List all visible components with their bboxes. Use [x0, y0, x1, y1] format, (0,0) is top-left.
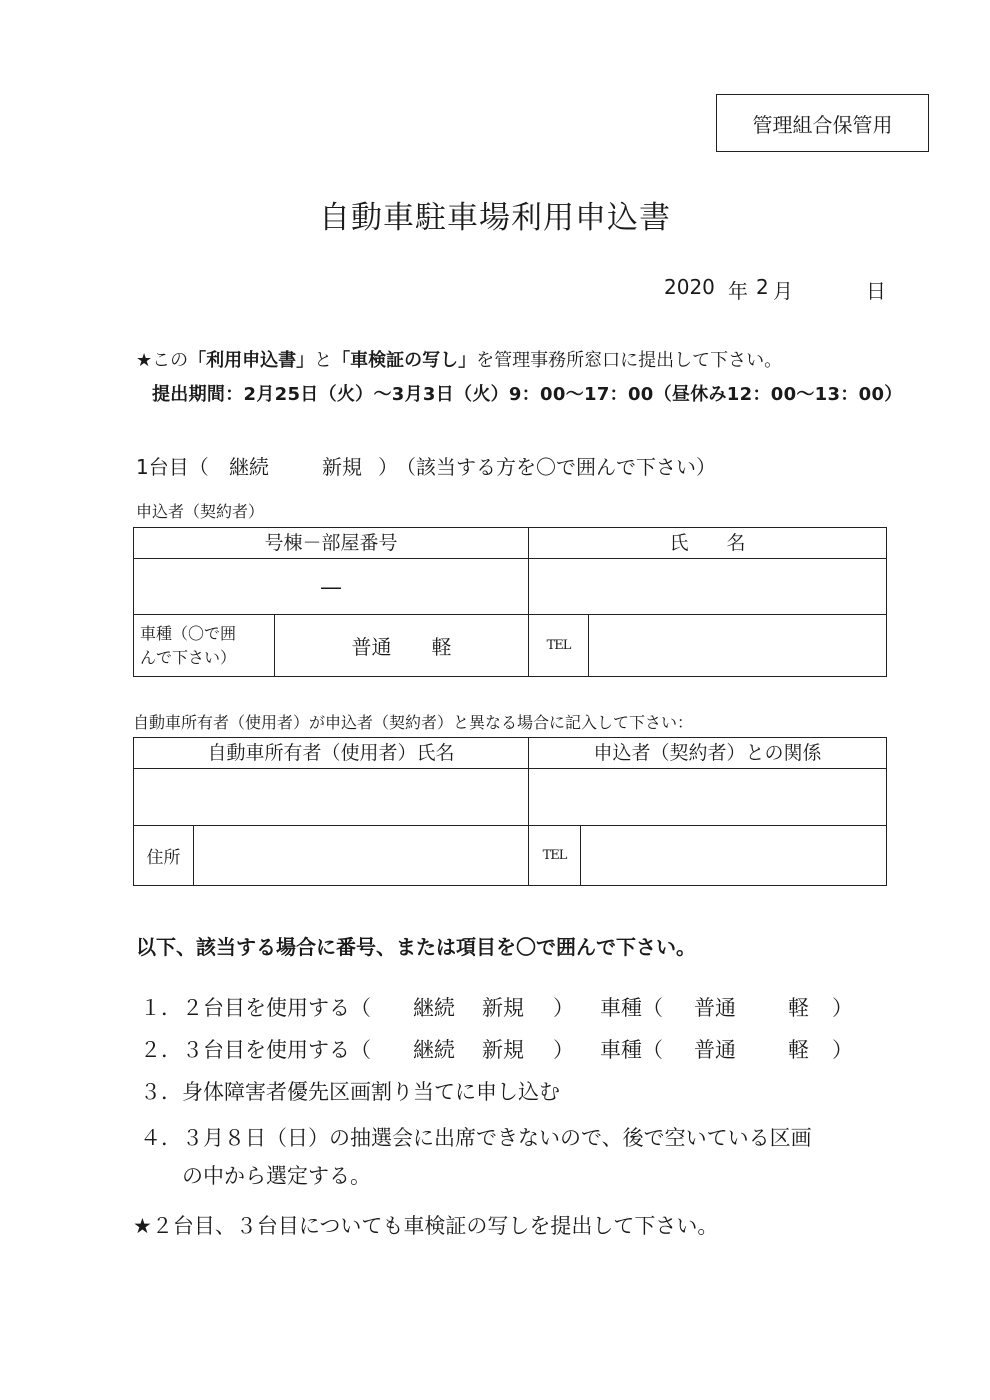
storage-stamp-box [716, 94, 929, 152]
item-2-option-new[interactable]: 新規 [482, 1038, 524, 1062]
item-2-type-label: 車種（ [600, 1038, 663, 1062]
applicant-caption: 申込者（契約者） [136, 502, 265, 521]
item-4-number: ４． [140, 1126, 182, 1150]
date-year-unit: 年 [728, 279, 748, 303]
applicant-tel-label: TEL [529, 615, 589, 677]
first-car-option-new[interactable]: 新規 [322, 455, 362, 479]
car-type-options[interactable]: 普通 軽 [275, 615, 529, 677]
submission-notice [136, 346, 782, 372]
item-4-text[interactable]: ３月８日（日）の抽選会に出席できないので、後で空いている区画 [182, 1126, 812, 1150]
owner-tel-field[interactable] [581, 826, 887, 886]
car-type-label-line1: 車種（〇で囲 [140, 623, 237, 643]
form-title: 自動車駐車場利用申込書 [319, 200, 671, 236]
item-1-option-continue[interactable]: 継続 [413, 996, 455, 1020]
name-header: 氏 名 [529, 528, 887, 559]
room-number-header: 号棟－部屋番号 [134, 528, 529, 559]
owner-address-field[interactable] [194, 826, 529, 886]
notice-doc-application: 「利用申込書」 [188, 350, 315, 371]
item-3-number: ３． [140, 1080, 182, 1104]
car-type-label-line2: んで下さい） [140, 647, 237, 667]
item-1-option-new[interactable]: 新規 [482, 996, 524, 1020]
first-car-option-continue[interactable]: 継続 [229, 455, 269, 479]
owner-tel-label: TEL [529, 826, 581, 886]
item-2-number: ２． [140, 1038, 182, 1062]
submission-period: 提出期間：2月25日（火）～3月3日（火）9：00～17：00（昼休み12：00～13：00） [152, 384, 903, 405]
item-2-type-close: ） [832, 1038, 853, 1062]
owner-table [133, 737, 887, 886]
first-car-note: （該当する方を〇で囲んで下さい） [396, 455, 716, 479]
item-1-type-regular[interactable]: 普通 [694, 996, 736, 1020]
item-2-type-light[interactable]: 軽 [788, 1038, 809, 1062]
options-heading: 以下、該当する場合に番号、または項目を〇で囲んで下さい。 [136, 935, 696, 959]
relation-field[interactable] [529, 769, 887, 826]
first-car-label: 1台目（ [136, 455, 209, 479]
owner-address-label: 住所 [134, 826, 194, 886]
applicant-name-field[interactable] [529, 559, 887, 615]
item-1-type-label: 車種（ [600, 996, 663, 1020]
item-2-type-regular[interactable]: 普通 [694, 1038, 736, 1062]
date-day-unit: 日 [866, 279, 886, 303]
date-year: 2020 [664, 275, 715, 299]
item-1-text: ２台目を使用する（ [182, 996, 371, 1020]
notice-mid: と [314, 350, 333, 371]
storage-stamp-label: 管理組合保管用 [752, 112, 893, 137]
notice-doc-inspection-copy: 「車検証の写し」 [332, 350, 477, 371]
room-number-dash: ― [321, 574, 341, 599]
car-type-label-cell [134, 615, 275, 677]
owner-name-field[interactable] [134, 769, 529, 826]
item-4-text-line2: の中から選定する。 [182, 1164, 371, 1188]
item-1-type-close: ） [832, 996, 853, 1020]
date-month: 2 [756, 275, 769, 299]
item-2-close: ） [553, 1038, 574, 1062]
item-1-type-light[interactable]: 軽 [788, 996, 809, 1020]
applicant-table [133, 527, 887, 677]
item-2-text: ３台目を使用する（ [182, 1038, 371, 1062]
footnote: ★２台目、３台目についても車検証の写しを提出して下さい。 [133, 1214, 719, 1238]
notice-prefix: ★この [136, 350, 189, 371]
first-car-close: ） [378, 455, 398, 479]
relation-header: 申込者（契約者）との関係 [529, 738, 887, 769]
owner-caption: 自動車所有者（使用者）が申込者（契約者）と異なる場合に記入して下さい： [133, 713, 694, 732]
room-number-field[interactable] [134, 559, 529, 615]
item-3-text[interactable]: 身体障害者優先区画割り当てに申し込む [182, 1080, 560, 1104]
item-1-close: ） [553, 996, 574, 1020]
applicant-tel-field[interactable] [589, 615, 887, 677]
item-1-number: １． [140, 996, 182, 1020]
owner-name-header: 自動車所有者（使用者）氏名 [134, 738, 529, 769]
notice-suffix: を管理事務所窓口に提出して下さい。 [476, 350, 783, 371]
item-2-option-continue[interactable]: 継続 [413, 1038, 455, 1062]
date-month-unit: 月 [773, 279, 793, 303]
